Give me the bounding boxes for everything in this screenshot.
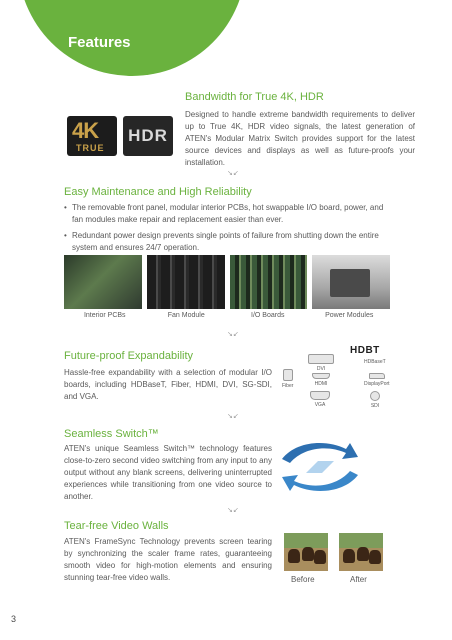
expandability-heading: Future-proof Expandability xyxy=(64,350,194,362)
dvi-label: DVI xyxy=(316,366,326,372)
interior-pcbs-photo xyxy=(64,255,142,309)
list-item: • Redundant power design prevents single points of failure from shutting down the entire system and ensures 24/7 operation. xyxy=(64,230,394,254)
sdi-connector-icon xyxy=(370,391,380,401)
before-race-image xyxy=(284,533,328,571)
after-race-image xyxy=(339,533,383,571)
seamless-switch-paragraph: ATEN's unique Seamless Switch™ technology features close-to-zero second video switching from any input to any output without any blank screens, delivering uninterrupted experiences while transitioning from one video source to another. xyxy=(64,444,272,501)
fiber-port xyxy=(282,369,293,389)
horse-shape xyxy=(302,547,314,561)
bandwidth-heading: Bandwidth for True 4K, HDR xyxy=(185,91,324,103)
vga-connector-icon xyxy=(310,391,330,400)
section-divider-icon: ↘↙ xyxy=(227,413,239,420)
io-port-diagram xyxy=(282,345,412,411)
maintenance-bullet-list xyxy=(64,202,394,258)
vga-label: VGA xyxy=(314,402,326,408)
expandability-paragraph: Hassle-free expandability with a selection of modular I/O boards, including HDBaseT, Fiber, HDMI, DVI, SG-SDI, and VGA. xyxy=(64,368,272,401)
list-item: • The removable front panel, modular interior PCBs, hot swappable I/O board, power, and fan modules make repair and replacement easier than ever. xyxy=(64,202,394,226)
section-divider-icon: ↘↙ xyxy=(227,507,239,514)
4k-badge-text: 4K xyxy=(72,118,99,143)
format-badges xyxy=(67,116,173,156)
seamless-switch-heading: Seamless Switch™ xyxy=(64,428,159,440)
horse-shape xyxy=(343,549,355,563)
seamless-switch-arrows-icon xyxy=(276,437,364,497)
hdr-badge-text: HDR xyxy=(128,126,168,145)
hdbaset-label: HDBaseT xyxy=(364,359,386,365)
horse-shape xyxy=(369,550,381,564)
hdbt-logo: HDBT xyxy=(350,345,380,356)
photo-captions xyxy=(64,312,390,319)
caption-fan-module: Fan Module xyxy=(167,312,205,319)
hardware-photo-row xyxy=(64,255,390,309)
power-modules-photo xyxy=(312,255,390,309)
hdr-badge xyxy=(123,116,173,156)
dvi-port xyxy=(308,354,334,372)
displayport-connector-icon xyxy=(369,373,385,379)
displayport-label: DisplayPort xyxy=(364,381,390,387)
after-race-scene xyxy=(339,533,383,571)
caption-interior-pcbs: Interior PCBs xyxy=(83,312,126,319)
fiber-label: Fiber xyxy=(282,383,294,389)
sdi-label: SDI xyxy=(370,403,380,409)
fan-module-photo xyxy=(147,255,225,309)
page-header xyxy=(0,0,452,78)
hdbaset-port xyxy=(364,359,386,365)
section-divider-icon: ↘↙ xyxy=(227,170,239,177)
4k-true-badge xyxy=(67,116,117,156)
vga-port xyxy=(310,391,330,408)
dvi-connector-icon xyxy=(308,354,334,364)
bandwidth-paragraph: Designed to handle extreme bandwidth requirements to deliver up to True 4K, HDR video signals, the latest generation of ATEN's Modular Matrix Switch provides support for the latest source devices and displays as well as future-proofs your installation. xyxy=(185,110,415,167)
fiber-connector-icon xyxy=(283,369,293,381)
after-label: After xyxy=(350,575,367,584)
sdi-port xyxy=(370,391,380,409)
true-badge-text: TRUE xyxy=(76,143,105,153)
hdmi-label: HDMI xyxy=(314,381,328,387)
page-number: 3 xyxy=(11,614,17,624)
video-walls-paragraph: ATEN's FrameSync Technology prevents screen tearing by synchronizing the scaler frame rates, guaranteeing smooth video for high-motion elements and ensuring stunning tear-free video walls. xyxy=(64,537,272,582)
hdmi-connector-icon xyxy=(312,373,330,379)
horse-shape xyxy=(357,547,369,561)
caption-io-boards: I/O Boards xyxy=(251,312,285,319)
video-walls-heading: Tear-free Video Walls xyxy=(64,520,169,532)
horse-shape xyxy=(314,550,326,564)
section-divider-icon: ↘↙ xyxy=(227,331,239,338)
displayport-port xyxy=(364,373,390,387)
horse-shape xyxy=(288,549,300,563)
before-race-scene xyxy=(284,533,328,571)
io-boards-photo xyxy=(230,255,308,309)
caption-power-modules: Power Modules xyxy=(325,312,374,319)
before-label: Before xyxy=(291,575,315,584)
page-title: Features xyxy=(68,34,131,51)
maintenance-heading: Easy Maintenance and High Reliability xyxy=(64,186,252,198)
hdmi-port xyxy=(312,373,330,387)
